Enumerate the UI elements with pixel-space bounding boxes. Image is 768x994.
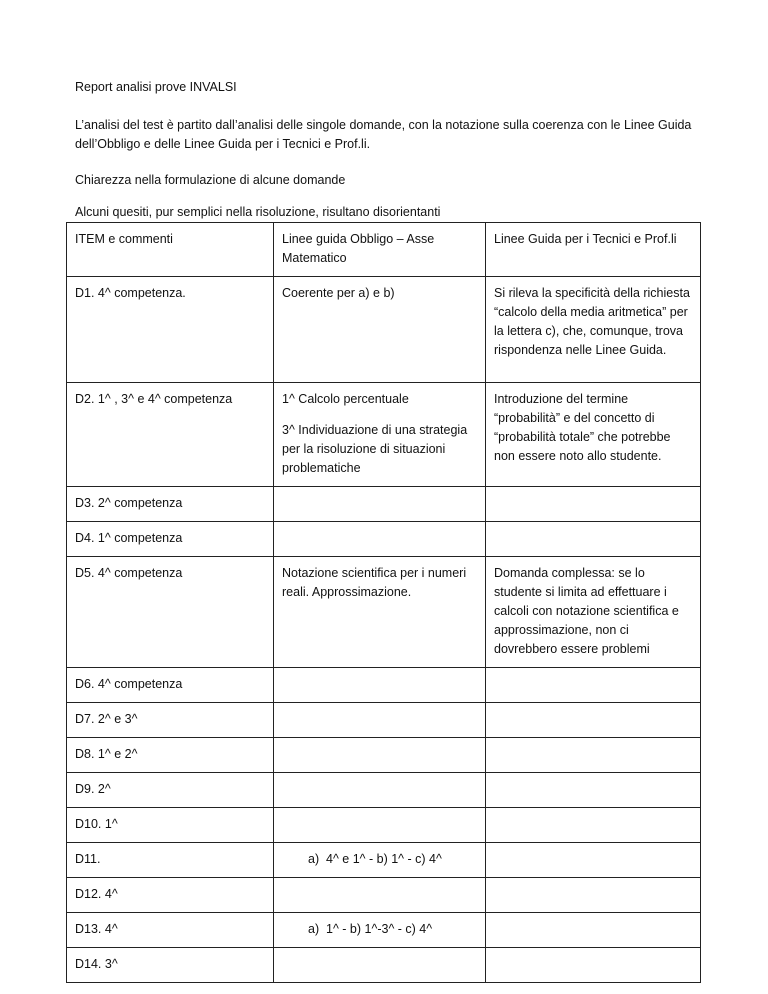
- table-row: [67, 808, 701, 843]
- cell-obbligo: [274, 808, 486, 843]
- cell-tecnici: [486, 703, 701, 738]
- cell-item: D5. 4^ competenza: [67, 557, 274, 668]
- table-row: [67, 843, 701, 878]
- intro-paragraph: L’analisi del test è partito dall’analisi delle singole domande, con la notazione sulla coerenza con le Linee Guida dell’Obbligo e delle Linee Guida per i Tecnici e Prof.li.: [75, 118, 692, 151]
- cell-obbligo: [274, 773, 486, 808]
- cell-item: D14. 3^: [67, 948, 274, 983]
- table-row: [67, 668, 701, 703]
- cell-item: D6. 4^ competenza: [67, 668, 274, 703]
- cell-obbligo: [274, 668, 486, 703]
- cell-item: D11.: [67, 843, 274, 878]
- table-row: [67, 383, 701, 487]
- cell-tecnici: [486, 487, 701, 522]
- cell-item: D2. 1^ , 3^ e 4^ competenza: [67, 383, 274, 487]
- cell-tecnici: [486, 773, 701, 808]
- cell-tecnici: [486, 913, 701, 948]
- cell-obbligo: [274, 703, 486, 738]
- analysis-table: [66, 222, 701, 983]
- cell-obbligo: [274, 738, 486, 773]
- cell-obbligo: Coerente per a) e b): [274, 277, 486, 383]
- header-item: ITEM e commenti: [67, 223, 274, 277]
- cell-tecnici: [486, 808, 701, 843]
- cell-tecnici: Introduzione del termine “probabilità” e del concetto di “probabilità totale” che potrebbe non essere noto allo studente.: [486, 383, 701, 487]
- cell-item: D7. 2^ e 3^: [67, 703, 274, 738]
- header-obbligo: Linee guida Obbligo – Asse Matematico: [274, 223, 486, 277]
- obbligo-line-2: 3^ Individuazione di una strategia per la risoluzione di situazioni problematiche: [282, 423, 468, 475]
- cell-obbligo: [274, 913, 486, 948]
- table-row: [67, 557, 701, 668]
- note-paragraph-1: Chiarezza nella formulazione di alcune domande: [75, 173, 346, 187]
- cell-obbligo: [274, 948, 486, 983]
- cell-obbligo: [274, 522, 486, 557]
- enum-marker: a): [308, 922, 320, 936]
- document-title: Report analisi prove INVALSI: [75, 80, 237, 94]
- table-row: [67, 773, 701, 808]
- table-row: [67, 522, 701, 557]
- cell-item: D9. 2^: [67, 773, 274, 808]
- cell-tecnici: [486, 738, 701, 773]
- enum-text: 1^ - b) 1^-3^ - c) 4^: [326, 922, 433, 936]
- cell-obbligo: [274, 383, 486, 487]
- cell-tecnici: [486, 522, 701, 557]
- cell-tecnici: [486, 843, 701, 878]
- cell-item: D12. 4^: [67, 878, 274, 913]
- table-header-row: [67, 223, 701, 277]
- cell-item: D1. 4^ competenza.: [67, 277, 274, 383]
- cell-tecnici: [486, 668, 701, 703]
- cell-item: D10. 1^: [67, 808, 274, 843]
- obbligo-enum: [282, 850, 477, 869]
- cell-obbligo: Notazione scientifica per i numeri reali. Approssimazione.: [274, 557, 486, 668]
- table-row: [67, 703, 701, 738]
- table-row: [67, 487, 701, 522]
- table-row: [67, 878, 701, 913]
- obbligo-enum: [282, 920, 477, 939]
- cell-tecnici: [486, 948, 701, 983]
- obbligo-line-1: 1^ Calcolo percentuale: [282, 392, 409, 406]
- enum-text: 4^ e 1^ - b) 1^ - c) 4^: [326, 852, 442, 866]
- table-row: [67, 948, 701, 983]
- table-row: [67, 913, 701, 948]
- cell-item: D3. 2^ competenza: [67, 487, 274, 522]
- header-tecnici: Linee Guida per i Tecnici e Prof.li: [486, 223, 701, 277]
- note-paragraph-2: Alcuni quesiti, pur semplici nella risoluzione, risultano disorientanti: [75, 205, 441, 219]
- cell-obbligo: [274, 843, 486, 878]
- cell-item: D8. 1^ e 2^: [67, 738, 274, 773]
- enum-marker: a): [308, 852, 320, 866]
- cell-tecnici: Si rileva la specificità della richiesta “calcolo della media aritmetica” per la lettera c), che, comunque, trova rispondenza nelle Linee Guida.: [486, 277, 701, 383]
- cell-item: D13. 4^: [67, 913, 274, 948]
- cell-obbligo: [274, 878, 486, 913]
- cell-tecnici: [486, 878, 701, 913]
- cell-tecnici: Domanda complessa: se lo studente si limita ad effettuare i calcoli con notazione scientifica e approssimazione, non ci dovrebbero essere problemi: [486, 557, 701, 668]
- table-row: [67, 738, 701, 773]
- cell-item: D4. 1^ competenza: [67, 522, 274, 557]
- table-row: [67, 277, 701, 383]
- cell-obbligo: [274, 487, 486, 522]
